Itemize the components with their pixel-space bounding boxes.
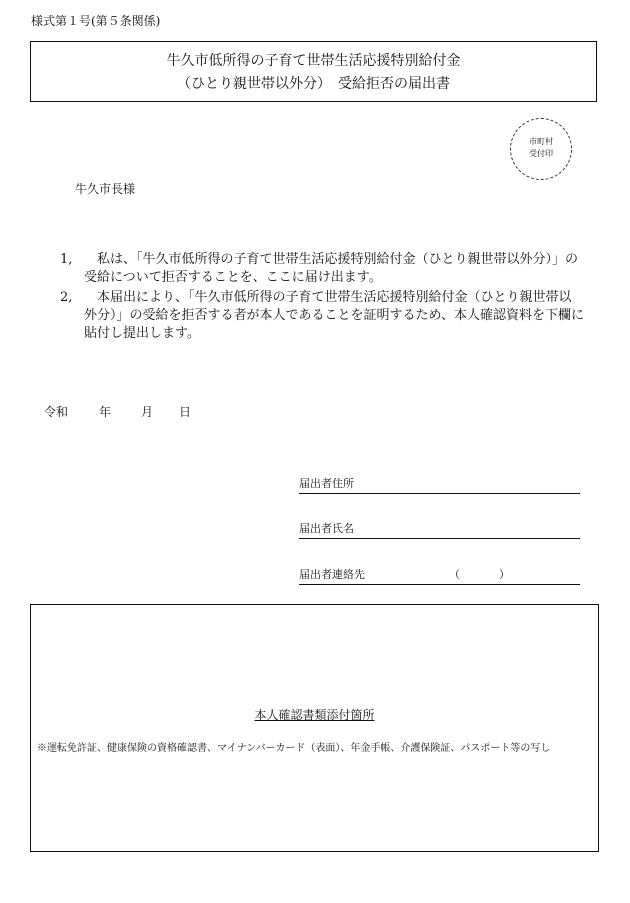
address-field[interactable] bbox=[299, 475, 580, 494]
stamp-label-line1: 市町村 bbox=[529, 137, 553, 146]
contact-label: 届出者連絡先 bbox=[299, 568, 365, 581]
document-title-line1: 牛久市低所得の子育て世帯生活応援特別給付金 bbox=[166, 53, 461, 69]
name-label: 届出者氏名 bbox=[299, 522, 354, 535]
contact-close-paren: ） bbox=[499, 568, 510, 581]
item-text: 私は、「牛久市低所得の子育て世帯生活応援特別給付金（ひとり親世帯以外分）」の受給について拒否することを、ここに届け出ます。 bbox=[84, 252, 579, 285]
stamp-label-line2: 受付印 bbox=[529, 149, 553, 158]
date-day: 日 bbox=[179, 405, 192, 419]
contact-open-paren: （ bbox=[449, 568, 460, 581]
date-year: 年 bbox=[99, 405, 112, 419]
attachment-note: ※運転免許証、健康保険の資格確認書、マイナンバーカード（表面）、年金手帳、介護保険証、パスポート等の写し bbox=[37, 743, 551, 754]
form-number: 様式第１号(第５条関係) bbox=[31, 14, 161, 28]
id-document-attachment-area bbox=[30, 604, 599, 852]
item-number: 2, bbox=[60, 290, 73, 305]
contact-field[interactable] bbox=[299, 566, 580, 585]
reception-stamp-area bbox=[510, 118, 572, 180]
date-month: 月 bbox=[141, 405, 154, 419]
attachment-title: 本人確認書類添付箇所 bbox=[254, 708, 375, 722]
item-number: 1, bbox=[60, 252, 73, 267]
name-field[interactable] bbox=[299, 520, 580, 539]
address-label: 届出者住所 bbox=[299, 477, 354, 490]
document-title-line2: （ひとり親世帯以外分） 受給拒否の届出書 bbox=[177, 76, 450, 92]
addressee: 牛久市長様 bbox=[75, 182, 136, 196]
title-box bbox=[30, 41, 597, 102]
item-text: 本届出により、「牛久市低所得の子育て世帯生活応援特別給付金（ひとり親世帯以外分）」の受給を拒否する者が本人であることを証明するため、本人確認資料を下欄に貼付し提出します。 bbox=[84, 290, 584, 341]
date-era: 令和 bbox=[44, 405, 69, 419]
